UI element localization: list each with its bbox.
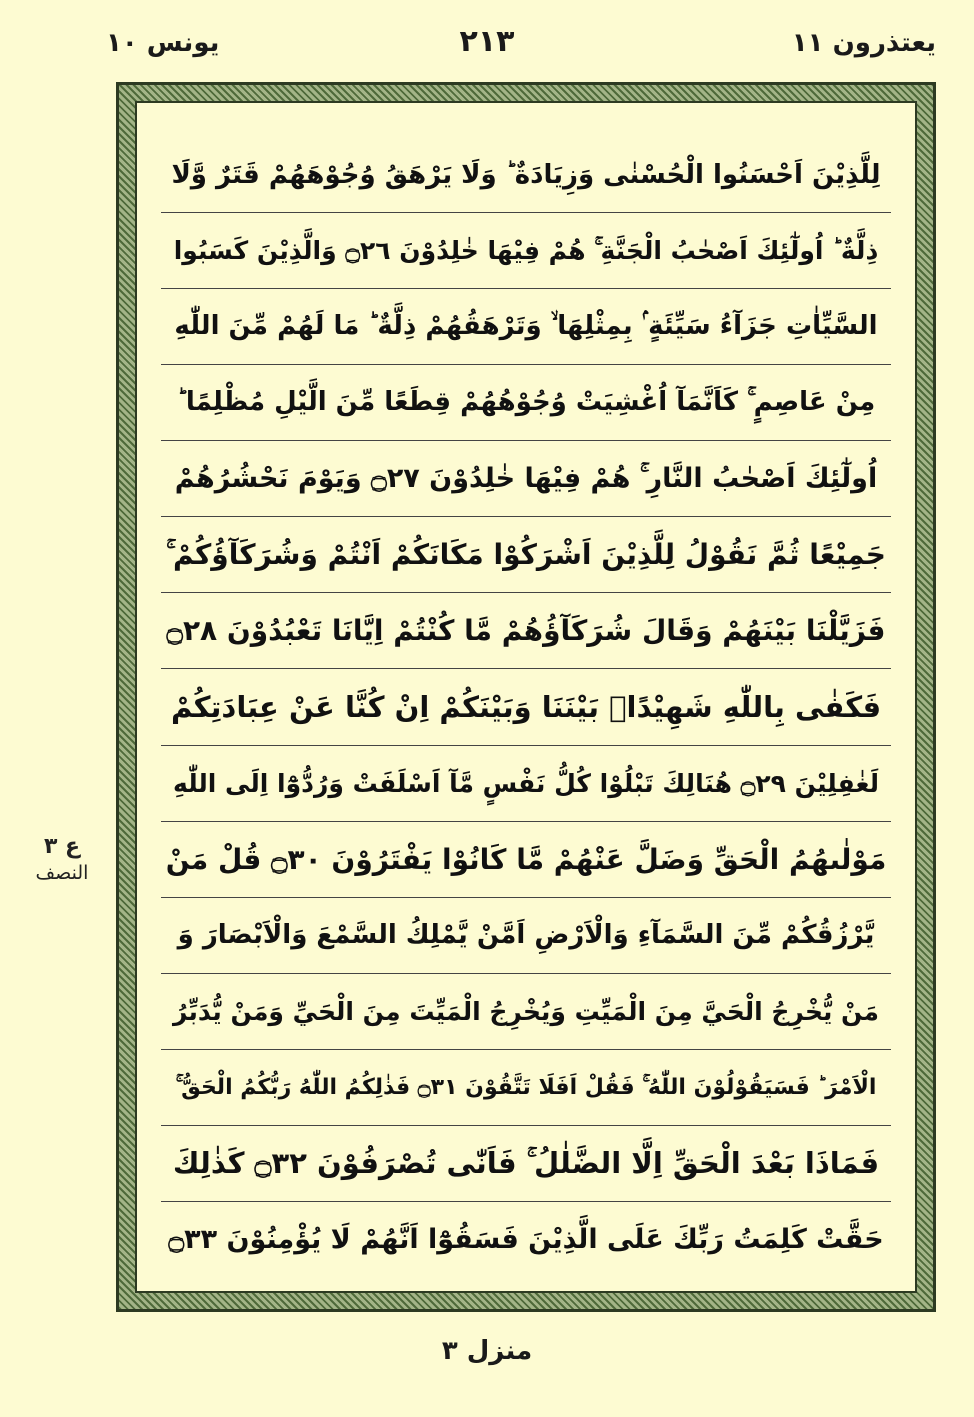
ruku-subtitle: النصف [35,862,89,884]
verse-line-7: فَزَيَّلْنَا بَيْنَهُمْ وَقَالَ شُرَكَآؤُهُمْ مَّا كُنْتُمْ اِيَّانَا تَعْبُدُوْنَ ۝٢٨ [161,593,891,669]
decorative-border [116,82,936,1312]
page-header [0,24,974,74]
verse-line-5: اُولٰٓئِكَ اَصْحٰبُ النَّارِ ۚ هُمْ فِيْهَا خٰلِدُوْنَ ۝٢٧ وَيَوْمَ نَحْشُرُهُمْ [161,441,891,517]
verse-line-14: فَمَاذَا بَعْدَ الْحَقِّ اِلَّا الضَّلٰلُ ۚ فَاَنّٰى تُصْرَفُوْنَ ۝٣٢ كَذٰلِكَ [161,1126,891,1202]
ruku-marker [34,834,90,886]
manzil-label: منزل ٣ [441,1336,533,1366]
verse-line-15: حَقَّتْ كَلِمَتُ رَبِّكَ عَلَى الَّذِيْنَ فَسَقُوْٓا اَنَّهُمْ لَا يُؤْمِنُوْنَ ۝٣٣ [168,1223,884,1255]
verse-line-9: لَغٰفِلِيْنَ ۝٢٩ هُنَالِكَ تَبْلُوْا كُلُّ نَفْسٍ مَّآ اَسْلَفَتْ وَرُدُّوْٓا اِلَى اللّٰهِ [161,746,891,822]
verse-line-13: الْاَمْرَ ؕ فَسَيَقُوْلُوْنَ اللّٰهُ ۚ فَقُلْ اَفَلَا تَتَّقُوْنَ ۝٣١ فَذٰلِكُمُ اللّٰهُ رَبُّكُمُ الْحَقُّ ۚ [161,1050,891,1126]
verse-line-11: يَّرْزُقُكُمْ مِّنَ السَّمَآءِ وَالْاَرْضِ اَمَّنْ يَّمْلِكُ السَّمْعَ وَالْاَبْصَارَ وَ [161,898,891,974]
verse-line-8: فَكَفٰى بِاللّٰهِ شَهِيْدًاۢ بَيْنَنَا وَبَيْنَكُمْ اِنْ كُنَّا عَنْ عِبَادَتِكُمْ [161,669,891,745]
page-number: ٢١٣ [459,24,515,59]
juz-label: يعتذرون ١١ [791,28,936,58]
text-panel [135,101,917,1293]
verse-line-2: ذِلَّةٌ ؕ اُولٰٓئِكَ اَصْحٰبُ الْجَنَّةِ ۚ هُمْ فِيْهَا خٰلِدُوْنَ ۝٢٦ وَالَّذِيْنَ كَسَبُوا [161,213,891,289]
verse-line-6: جَمِيْعًا ثُمَّ نَقُوْلُ لِلَّذِيْنَ اَشْرَكُوْا مَكَانَكُمْ اَنْتُمْ وَشُرَكَآؤُكُمْ ۚ [161,517,891,593]
surah-label: يونس ١٠ [106,28,220,58]
verse-line-10: مَوْلٰىهُمُ الْحَقِّ وَضَلَّ عَنْهُمْ مَّا كَانُوْا يَفْتَرُوْنَ ۝٣٠ قُلْ مَنْ [161,822,891,898]
ruku-number: ع ٣ [43,834,81,859]
verse-line-3: السَّيِّاٰتِ جَزَآءُ سَيِّئَةٍ ۢ بِمِثْلِهَا ۙ وَتَرْهَقُهُمْ ذِلَّةٌ ؕ مَا لَهُمْ مِّنَ اللّٰهِ [161,289,891,365]
verse-line-1: لِلَّذِيْنَ اَحْسَنُوا الْحُسْنٰى وَزِيَادَةٌ ؕ وَلَا يَرْهَقُ وُجُوْهَهُمْ قَتَرٌ وَّلَا [161,137,891,213]
verse-line-12: مَنْ يُّخْرِجُ الْحَيَّ مِنَ الْمَيِّتِ وَيُخْرِجُ الْمَيِّتَ مِنَ الْحَيِّ وَمَنْ يُّدَبِّرُ [161,974,891,1050]
verse-lines [161,137,891,1277]
verse-line-4: مِنْ عَاصِمٍ ۚ كَاَنَّمَآ اُغْشِيَتْ وُجُوْهُهُمْ قِطَعًا مِّنَ الَّيْلِ مُظْلِمًا ؕ [161,365,891,441]
